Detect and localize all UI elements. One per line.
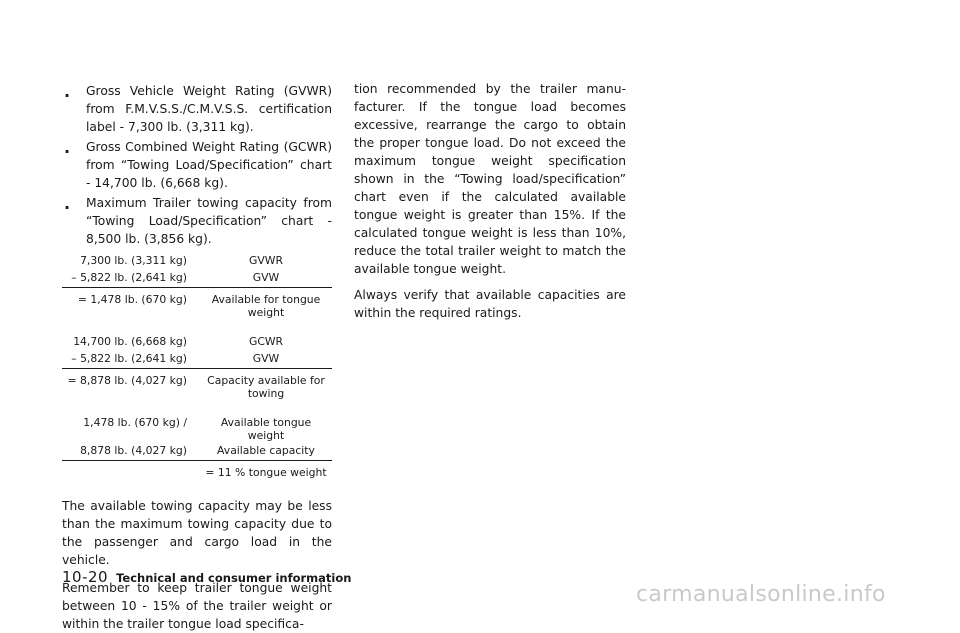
division-rule bbox=[62, 460, 332, 461]
calculation-tongue-weight bbox=[62, 254, 332, 479]
calc-value: – 5,822 lb. (2,641 kg) bbox=[71, 271, 187, 284]
body-paragraph: Always verify that available capacities are within the required ratings. bbox=[354, 288, 626, 320]
body-paragraph: Remember to keep trailer tongue weight between 10 - 15% of the trailer weight or within the trailer tongue load specifica- bbox=[62, 581, 332, 631]
section-title: Technical and consumer information bbox=[116, 571, 352, 585]
watermark: carmanualsonline.info bbox=[636, 582, 886, 607]
calc-result-value: = 1,478 lb. (670 kg) bbox=[77, 293, 187, 306]
calc-value: 1,478 lb. (670 kg) / bbox=[83, 416, 187, 429]
calc-label: GCWR bbox=[248, 335, 284, 348]
page-number: 10-20 bbox=[62, 568, 109, 586]
page-footer bbox=[62, 568, 351, 586]
bullet-mark: . bbox=[64, 194, 71, 213]
bullet-item-gcwr bbox=[62, 138, 332, 192]
calc-label: GVW bbox=[252, 352, 280, 365]
calc-label: GVW bbox=[252, 271, 280, 284]
bullet-mark: . bbox=[64, 82, 71, 101]
bullet-mark: . bbox=[64, 138, 71, 157]
calc-value: 8,878 lb. (4,027 kg) bbox=[80, 444, 187, 457]
body-paragraph: The available towing capacity may be less than the maximum towing capacity due to the passenger and cargo load in the vehicle. bbox=[62, 499, 332, 567]
calc-result-value: = 8,878 lb. (4,027 kg) bbox=[67, 374, 187, 387]
sum-rule bbox=[62, 287, 332, 288]
bullet-text: Maximum Trailer towing capacity from “Towing Load/Specification” chart - 8,500 lb. (3,856 kg). bbox=[86, 196, 332, 246]
left-column bbox=[62, 82, 332, 633]
calc-label: Available capacity bbox=[217, 444, 315, 457]
bullet-item-gvwr bbox=[62, 82, 332, 136]
bullet-text: Gross Combined Weight Rating (GCWR) from “Towing Load/Specification” chart - 14,700 lb. (6,668 kg). bbox=[86, 140, 332, 190]
calc-value: 14,700 lb. (6,668 kg) bbox=[73, 335, 187, 348]
body-paragraph: tion recommended by the trailer manufacturer. If the tongue load becomes excessive, rearrange the cargo to obtain the proper tongue load. Do not exceed the maximum tongue weight specification shown in the “Towing load/specification” chart even if the calculated available tongue weight is greater than 15%. If the calculated tongue weight is less than 10%, reduce the total trailer weight to match the available tongue weight. bbox=[354, 82, 626, 276]
calc-label: GVWR bbox=[249, 254, 283, 267]
calc-value: 7,300 lb. (3,311 kg) bbox=[80, 254, 187, 267]
calc-result-percent: = 11 % tongue weight bbox=[205, 466, 327, 479]
calc-label: Available tongue weight bbox=[220, 416, 312, 442]
calc-result-label: Available for tongue weight bbox=[211, 293, 321, 319]
calc-result-label: Capacity available for towing bbox=[207, 374, 325, 400]
sum-rule bbox=[62, 368, 332, 369]
bullet-item-max-trailer bbox=[62, 194, 332, 248]
right-column bbox=[354, 80, 626, 322]
calc-value: – 5,822 lb. (2,641 kg) bbox=[71, 352, 187, 365]
bullet-text: Gross Vehicle Weight Rating (GVWR) from F.M.V.S.S./C.M.V.S.S. certification label - 7,300 lb. (3,311 kg). bbox=[86, 84, 332, 134]
